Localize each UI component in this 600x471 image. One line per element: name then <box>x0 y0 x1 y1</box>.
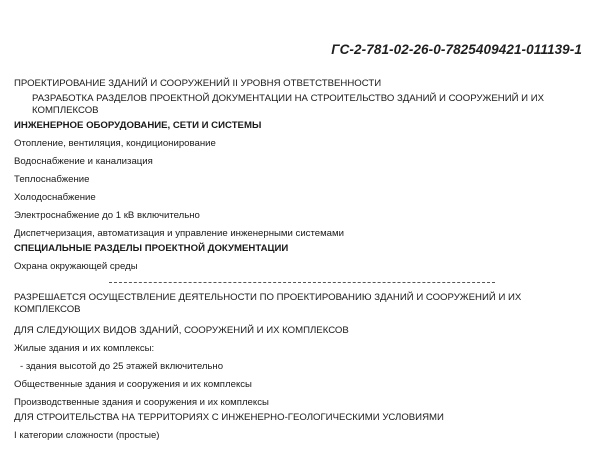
list-item-public: Общественные здания и сооружения и их комплексы <box>14 379 252 390</box>
list-item-dispatching: Диспетчеризация, автоматизация и управление инженерными системами <box>14 228 344 239</box>
heading-building-types: ДЛЯ СЛЕДУЮЩИХ ВИДОВ ЗДАНИЙ, СООРУЖЕНИЙ И ИХ КОМПЛЕКСОВ <box>14 325 349 336</box>
section-title-permission: РАЗРЕШАЕТСЯ ОСУЩЕСТВЛЕНИЕ ДЕЯТЕЛЬНОСТИ ПО ПРОЕКТИРОВАНИЮ ЗДАНИЙ И СООРУЖЕНИЙ И ИХ КОМПЛЕКСОВ <box>14 292 522 315</box>
list-item-environment: Охрана окружающей среды <box>14 261 138 272</box>
list-item-residential-height: - здания высотой до 25 этажей включительно <box>20 361 224 372</box>
heading-territories: ДЛЯ СТРОИТЕЛЬСТВА НА ТЕРРИТОРИЯХ С ИНЖЕНЕРНО-ГЕОЛОГИЧЕСКИМИ УСЛОВИЯМИ <box>14 412 444 423</box>
list-item-cooling: Холодоснабжение <box>14 192 96 203</box>
list-item-heating: Отопление, вентиляция, кондиционирование <box>14 138 216 149</box>
heading-special-sections: СПЕЦИАЛЬНЫЕ РАЗДЕЛЫ ПРОЕКТНОЙ ДОКУМЕНТАЦИИ <box>14 243 289 254</box>
subtitle-text: РАЗРАБОТКА РАЗДЕЛОВ ПРОЕКТНОЙ ДОКУМЕНТАЦИИ НА СТРОИТЕЛЬСТВО ЗДАНИЙ И СООРУЖЕНИЙ И ИХ КОМПЛЕКСОВ <box>32 93 545 116</box>
document-body <box>14 78 590 442</box>
section-subtitle-documentation <box>14 93 592 117</box>
list-item-industrial: Производственные здания и сооружения и их комплексы <box>14 397 269 408</box>
section-divider <box>109 282 495 283</box>
list-item-category: I категории сложности (простые) <box>14 430 160 441</box>
heading-engineering: ИНЖЕНЕРНОЕ ОБОРУДОВАНИЕ, СЕТИ И СИСТЕМЫ <box>14 120 262 131</box>
list-item-heat-supply: Теплоснабжение <box>14 174 90 185</box>
list-item-residential: Жилые здания и их комплексы: <box>14 343 155 354</box>
list-item-water: Водоснабжение и канализация <box>14 156 153 167</box>
section-title-design-level: ПРОЕКТИРОВАНИЕ ЗДАНИЙ И СООРУЖЕНИЙ II УРОВНЯ ОТВЕТСТВЕННОСТИ <box>14 78 382 89</box>
document-code: ГС-2-781-02-26-0-7825409421-011139-1 <box>331 42 582 57</box>
list-item-electricity: Электроснабжение до 1 кВ включительно <box>14 210 200 221</box>
